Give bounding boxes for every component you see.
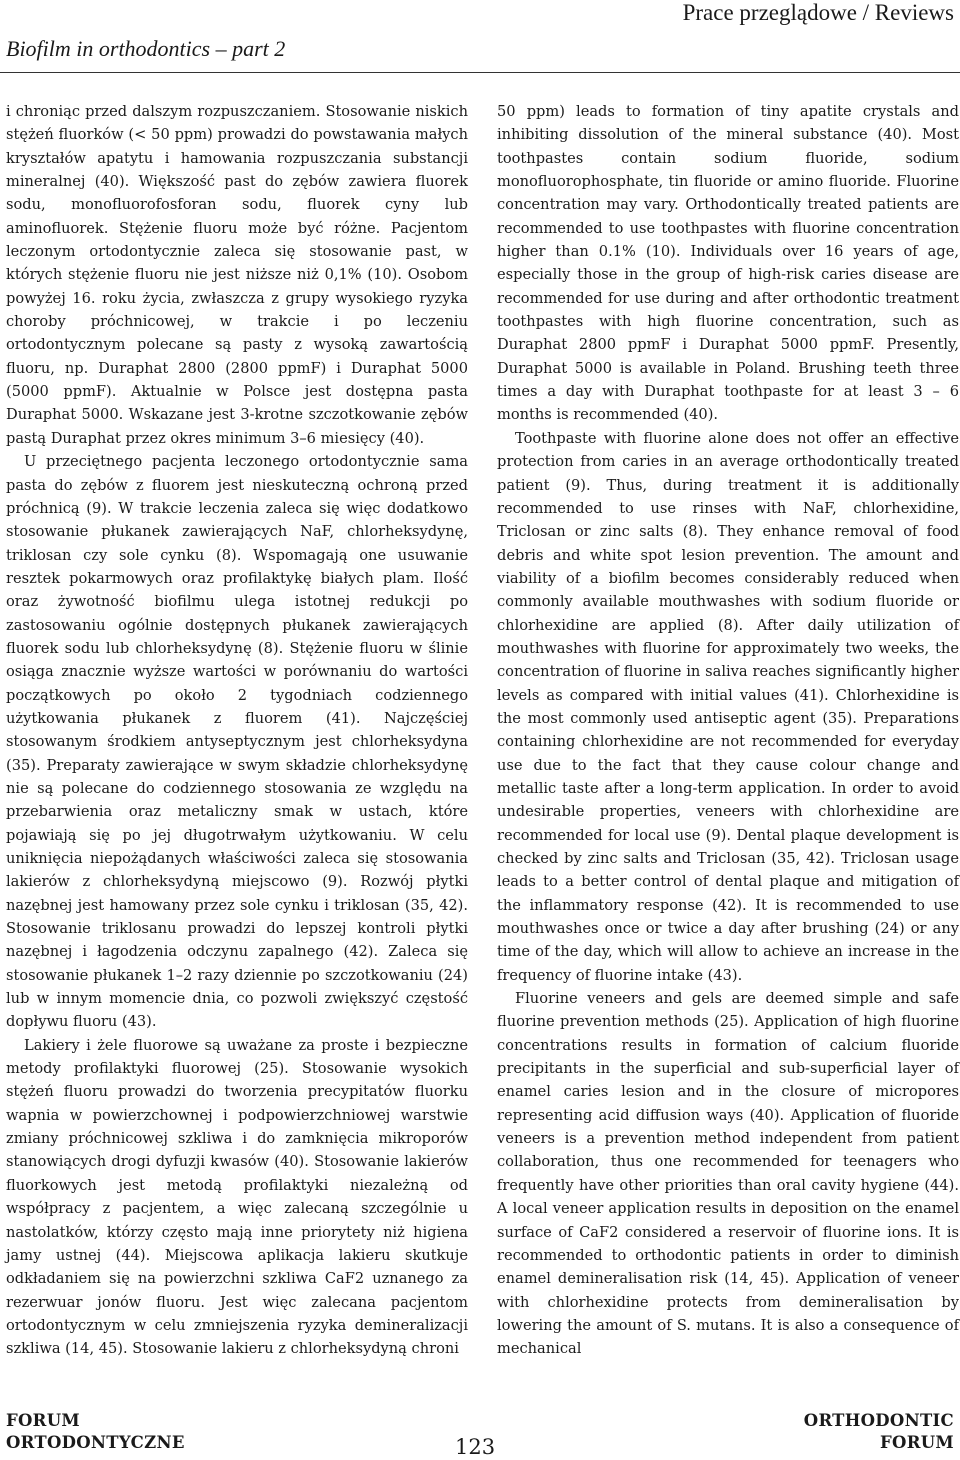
paragraph: Toothpaste with fluorine alone does not offer an effective protection from caries in an average orthodontically treated patient (9). Thus, during treatment it is additionally recommended to use rinses with NaF, chlorhexidine, Triclosan or zinc salts (8). They enhance removal of food debris and white spot lesion prevention. The amount and viability of a biofilm becomes considerably reduced when commonly available mouthwashes with sodium fluoride or chlorhexidine are applied (8). After daily utilization of mouthwashes with fluorine for approximately two weeks, the concentration of fluorine in saliva reaches significantly higher levels as compared with initial values (41). Chlorhexidine is the most commonly used antiseptic agent (35). Preparations containing chlorhexidine are not recommended for everyday use due to the fact that they cause colour change and metallic taste after a long-term application. In order to avoid undesirable properties, veneers with chlorhexidine are recommended for local use (9). Dental plaque development is checked by zinc salts and Triclosan (35, 42). Triclosan usage leads to a better control of dental plaque and mitigation of the inflammatory response (42). It is recommended to use mouthwashes once or twice a day after brushing (24) or any time of the day, which will allow to achieve an increase in the frequency of fluorine intake (43). [497, 429, 959, 984]
running-title: Biofilm in orthodontics – part 2 [6, 36, 286, 61]
header-divider [0, 72, 960, 73]
paragraph: Lakiery i żele fluorowe są uważane za proste i bezpieczne metody profilaktyki fluorowej (25). Stosowanie wysokich stężeń fluoru prowadzi do tworzenia precypitatów fluorku wapnia w powierzchownej i podpowierzchniowej warstwie zmiany próchnicowej szkliwa i do zamknięcia mikroporów stanowiących drogi dyfuzji kwasów (40). Stosowanie lakierów fluorkowych jest metodą profilaktyki niezależną od współpracy z pacjentem, a więc zalecaną szczególnie u nastolatków, którzy często mają inne priorytety niż higiena jamy ustnej (44). Miejscowa aplikacja lakieru skutkuje odkładaniem się na powierzchni szkliwa CaF2 uznanego za rezerwuar jonów fluoru. Jest więc zalecana pacjentom ortodontycznym w celu zmniejszenia ryzyka demineralizacji szkliwa (14, 45). Stosowanie lakieru z chlorheksydyną chroni [6, 1036, 468, 1358]
journal-name-line: ORTHODONTIC [803, 1411, 954, 1430]
paragraph: U przeciętnego pacjenta leczonego ortodontycznie sama pasta do zębów z fluorem jest nieskuteczną ochroną przed próchnicą (9). W trakcie leczenia zaleca się więc dodatkowo stosowanie płukanek zawierających NaF, chlorheksydynę, triklosan czy sole cynku (8). Wspomagają one usuwanie resztek pokarmowych oraz profilaktykę białych plam. Ilość oraz żywotność biofilmu ulega istotnej redukcji po zastosowaniu ogólnie dostępnych płukanek zawierających fluorek sodu lub chlorheksydynę (8). Stężenie fluoru w ślinie osiąga znacznie wyższe wartości w porównaniu do wartości początkowych po około 2 tygodniach codziennego użytkowania płukanek z fluorem (41). Najczęściej stosowanym środkiem antyseptycznym jest chlorheksydyna (35). Preparaty zawierające w swym składzie chlorheksydynę nie są polecane do codziennego stosowania ze względu na przebarwienia oraz metaliczny smak w ustach, które pojawiają się po jej długotrwałym użytkowaniu. W celu uniknięcia niepożądanych właściwości zaleca się stosowania lakierów z chlorheksydyną miejscowo (9). Rozwój płytki nazębnej jest hamowany przez sole cynku i triklosan (35, 42). Stosowanie triklosanu prowadzi do lepszej kontroli płytki nazębnej i łagodzenia odczynu zapalnego (42). Zaleca się stosowanie płukanek 1–2 razy dziennie po szczotkowaniu (24) lub w innym momencie dnia, co pozwoli zwiększyć częstość dopływu fluoru (43). [6, 453, 468, 1031]
journal-name-english [804, 1410, 954, 1454]
page-number: 123 [455, 1435, 496, 1459]
paragraph: 50 ppm) leads to formation of tiny apatite crystals and inhibiting dissolution of the mineral substance (40). Most toothpastes contain sodium fluoride, sodium monofluorophosphate, tin fluoride or amino fluoride. Fluorine concentration may vary. Orthodontically treated patients are recommended to use toothpastes with fluorine concentration higher than 0.1% (10). Individuals over 16 years of age, especially those in the group of high-risk caries disease are recommended for use during and after orthodontic treatment toothpastes with high fluorine concentration, such as Duraphat 2800 ppmF i Duraphat 5000 ppmF. Presently, Duraphat 5000 is available in Poland. Brushing teeth three times a day with Duraphat toothpaste for at least 3 – 6 months is recommended (40). [497, 103, 959, 424]
paragraph: i chroniąc przed dalszym rozpuszczaniem. Stosowanie niskich stężeń fluorków (< 50 ppm) prowadzi do powstawania małych kryształów apatytu i hamowania rozpuszczania substancji mineralnej (40). Większość past do zębów zawiera fluorek sodu, monofluorofosforan sodu, fluorek cyny lub aminofluorek. Stężenie fluoru może być różne. Pacjentom leczonym ortodontycznie zaleca się stosowanie past, w których stężenie fluoru nie jest niższe niż 0,1% (10). Osobom powyżej 16. roku życia, zwłaszcza z grupy wysokiego ryzyka choroby próchnicowej, w trakcie i po leczeniu ortodontycznym polecane są pasty z wysoką zawartością fluoru, np. Duraphat 2800 (2800 ppmF) i Duraphat 5000 (5000 ppmF). Aktualnie w Polsce jest dostępna pasta Duraphat 5000. Wskazane jest 3-krotne szczotkowanie zębów pastą Duraphat przez okres minimum 3–6 miesięcy (40). [6, 103, 468, 447]
journal-name-line: ORTODONTYCZNE [6, 1433, 185, 1452]
journal-name-line: FORUM [6, 1411, 80, 1430]
english-text-column [497, 100, 959, 1361]
polish-text-column [6, 100, 468, 1361]
section-label: Prace przeglądowe / Reviews [682, 0, 954, 25]
journal-name-polish [6, 1410, 185, 1454]
paragraph: Fluorine veneers and gels are deemed simple and safe fluorine prevention methods (25). Application of high fluorine concentrations results in formation of calcium fluoride precipitants in the superficial and sub-superficial layer of enamel caries lesion and in the closure of micropores representing acid diffusion ways (40). Application of fluoride veneers is a prevention method independent from patient collaboration, thus one recommended for teenagers who frequently have other priorities than oral cavity hygiene (44). A local veneer application results in deposition on the enamel surface of CaF2 considered a reservoir of fluorine ions. It is recommended to orthodontic patients in order to diminish enamel demineralisation risk (14, 45). Application of veneer with chlorhexidine protects from demineralisation by lowering the amount of S. mutans. It is also a consequence of mechanical [497, 990, 959, 1358]
journal-name-line: FORUM [880, 1433, 954, 1452]
